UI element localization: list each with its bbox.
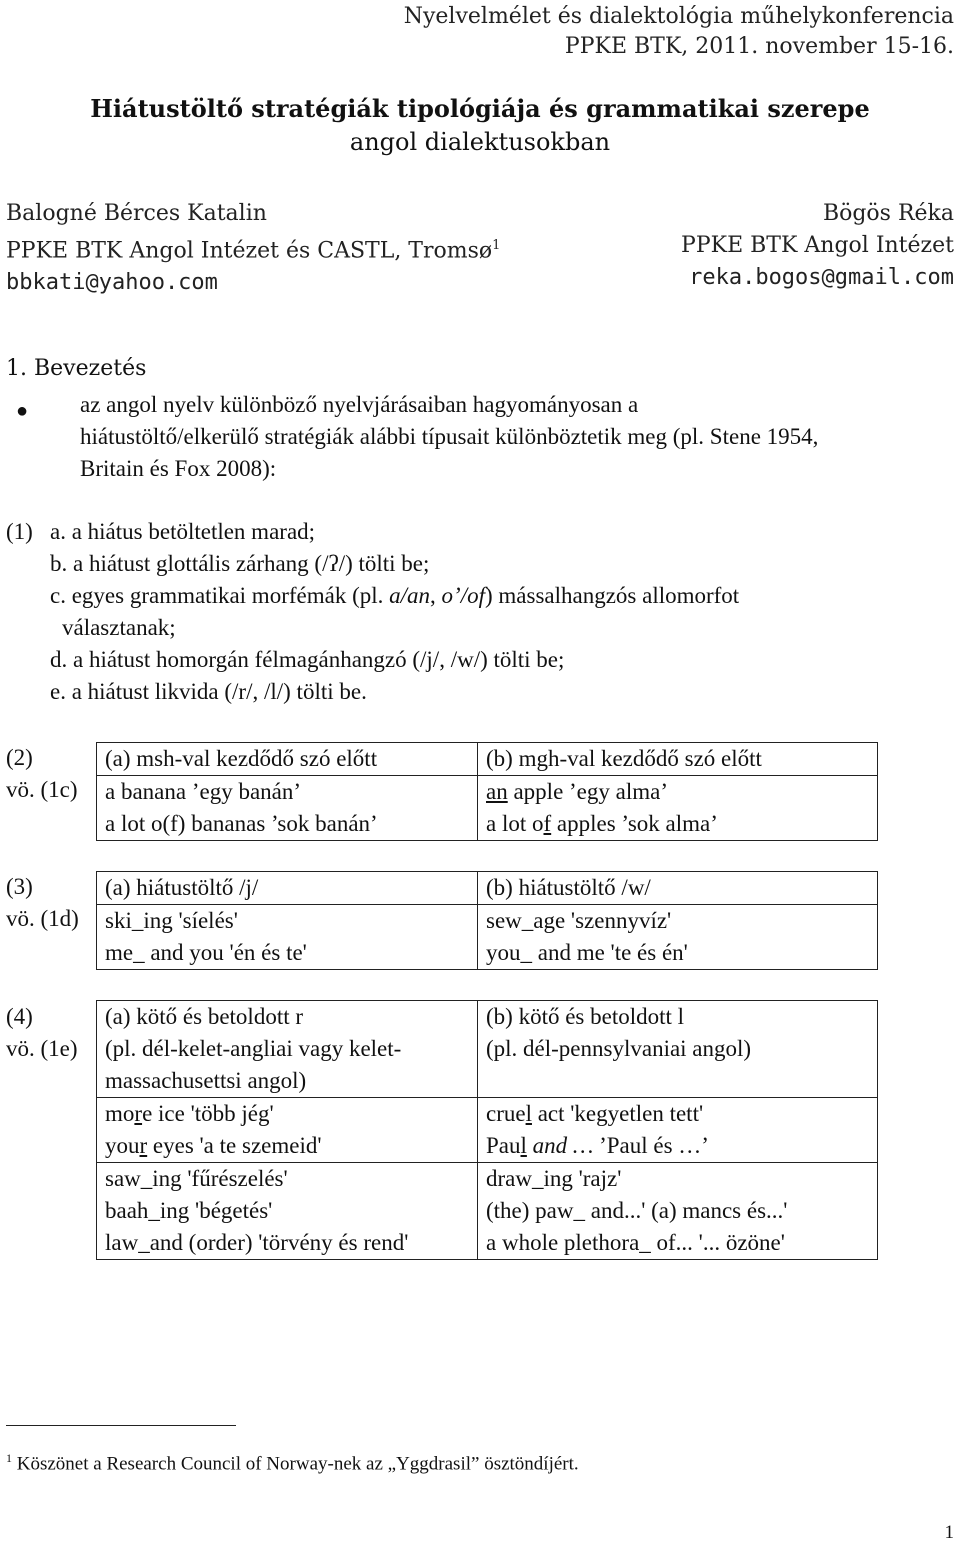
author-right-email[interactable]: reka.bogos@gmail.com: [689, 265, 954, 290]
title-line-1: Hiátustöltő stratégiák tipológiája és grammatikai szerepe: [90, 94, 870, 123]
intro-line-1: az angol nyelv különböző nyelvjárásaiban hagyományosan a: [80, 392, 639, 417]
author-left-email[interactable]: bbkati@yahoo.com: [6, 270, 218, 296]
intro-line-3: Britain és Fox 2008):: [80, 456, 277, 481]
example-1-list: [50, 516, 739, 708]
intro-line-2: hiátustöltő/elkerülő stratégiák alábbi típusait különböztetik meg (pl. Stene 1954,: [80, 424, 819, 449]
example-4-table: [96, 1000, 878, 1260]
example-3-col-b: sew_age 'szennyvíz' you_ and me 'te és én': [478, 905, 878, 970]
example-4-r-linking: more ice 'több jég' your eyes 'a te szemeid': [97, 1098, 478, 1163]
conference-date: PPKE BTK, 2011. november 15-16.: [564, 34, 954, 59]
page-number: 1: [944, 1522, 954, 1543]
author-left: [6, 198, 500, 299]
example-1d: d. a hiátust homorgán félmagánhangzó (/j/, /w/) tölti be;: [50, 647, 565, 672]
example-3-number: (3) vö. (1d): [6, 871, 79, 935]
section-heading: 1. Bevezetés: [6, 356, 147, 381]
conference-name: Nyelvelmélet és dialektológia műhelykonferencia: [403, 4, 954, 29]
example-3-ref: vö. (1d): [6, 906, 79, 931]
example-2-table: [96, 742, 878, 841]
example-4-r-intrusive: saw_ing 'fűrészelés' baah_ing 'bégetés' law_and (order) 'törvény és rend': [97, 1163, 478, 1260]
footnote-mark: 1: [492, 238, 501, 253]
example-1b: b. a hiátust glottális zárhang (/ʔ/) tölti be;: [50, 551, 430, 576]
example-2-ref: vö. (1c): [6, 777, 78, 802]
title-line-2: angol dialektusokban: [349, 128, 611, 156]
conference-header: [404, 2, 954, 62]
author-left-name: Balogné Bérces Katalin: [6, 201, 267, 226]
example-3-table: [96, 871, 878, 970]
example-4-head-a: (a) kötő és betoldott r (pl. dél-kelet-angliai vagy kelet- massachusettsi angol): [97, 1001, 478, 1098]
author-right-name: Bögös Réka: [822, 201, 954, 226]
example-3-head-a: (a) hiátustöltő /j/: [97, 872, 478, 905]
paper-title: [0, 92, 960, 159]
example-1c-cont: választanak;: [62, 615, 176, 640]
author-right: [681, 198, 954, 294]
example-4-l-linking: cruel act 'kegyetlen tett' Paul and … ’Paul és …’: [478, 1098, 878, 1163]
author-left-affiliation: PPKE BTK Angol Intézet és CASTL, Tromsø$^1$: [6, 238, 501, 264]
example-4-number: (4) vö. (1e): [6, 1001, 78, 1065]
example-2-head-a: (a) msh-val kezdődő szó előtt: [97, 743, 478, 776]
example-4-l-intrusive: draw_ing 'rajz' (the) paw_ and...' (a) mancs és...' a whole plethora_ of... '... özöne': [478, 1163, 878, 1260]
intro-paragraph: [80, 389, 818, 485]
example-4-ref: vö. (1e): [6, 1036, 78, 1061]
example-3-head-b: (b) hiátustöltő /w/: [478, 872, 878, 905]
example-1a: a. a hiátus betöltetlen marad;: [50, 519, 316, 544]
bullet-icon: ●: [16, 400, 29, 422]
example-2-number: (2) vö. (1c): [6, 742, 78, 806]
example-1e: e. a hiátust likvida (/r/, /l/) tölti be.: [50, 679, 367, 704]
footnote-separator: [6, 1425, 236, 1426]
footnote: $^1$ Köszönet a Research Council of Norway-nek az „Yggdrasil” ösztöndíjért.: [6, 1451, 579, 1475]
example-1c: c. egyes grammatikai morfémák (pl. a/an, o’/of) mássalhangzós allomorfot: [50, 583, 740, 608]
author-right-affiliation: PPKE BTK Angol Intézet: [681, 233, 954, 258]
example-2-col-b: an apple ’egy alma’ a lot of apples ’sok alma’: [478, 776, 878, 841]
example-3-col-a: ski_ing 'síelés' me_ and you 'én és te': [97, 905, 478, 970]
example-4-head-b: (b) kötő és betoldott l (pl. dél-pennsylvaniai angol): [478, 1001, 878, 1098]
example-2-head-b: (b) mgh-val kezdődő szó előtt: [478, 743, 878, 776]
example-2-col-a: a banana ’egy banán’ a lot o(f) bananas ’sok banán’: [97, 776, 478, 841]
example-1-number: (1): [6, 519, 33, 544]
